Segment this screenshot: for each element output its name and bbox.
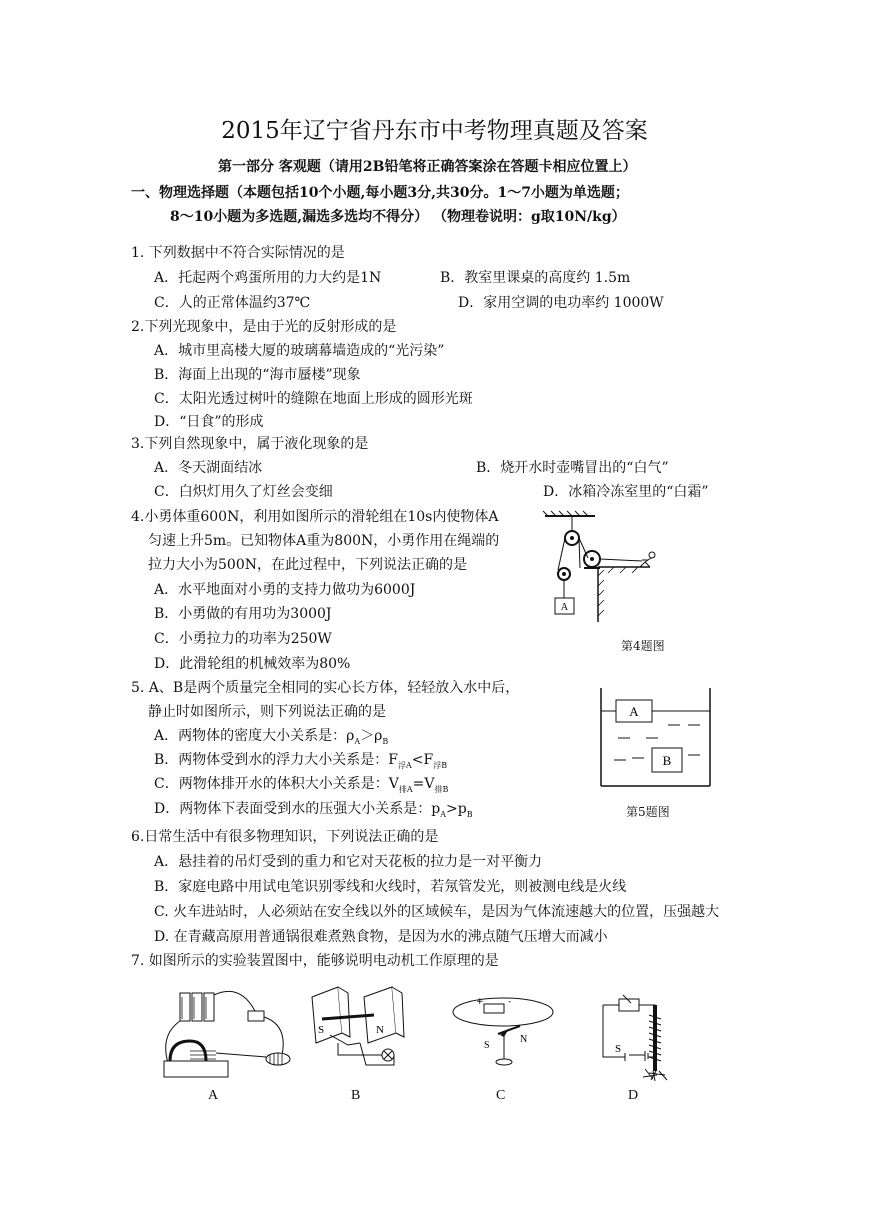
q1-option-d: D．家用空调的电功率约 1000W [458,295,664,311]
q5-option-b-text: B．两物体受到水的浮力大小关系是： [154,752,389,768]
q7-figure-b [308,983,408,1081]
q4-stem-line1: 4.小勇体重600N，利用如图所示的滑轮组在10s内使物体A [131,509,499,525]
q5-option-a [154,725,388,746]
q4-figure-block-label: A [560,602,569,613]
q7-c-n-label: N [520,1034,528,1045]
q5-option-b-expr: $F_{浮A}<F_{浮B}$ [388,752,448,770]
q6-option-a: A．悬挂着的吊灯受到的重力和它对天花板的拉力是一对平衡力 [154,854,543,870]
q7-figure-c-label: C [496,1088,506,1103]
q1-option-c: C．人的正常体温约37℃ [154,295,311,311]
q5-block-a-label: A [629,704,639,719]
section-heading-line2: 8～10小题为多选题,漏选多选均不得分） （物理卷说明：g取10N/kg） [170,209,626,225]
q4-option-c: C．小勇拉力的功率为250W [154,631,332,647]
q4-stem-line2: 匀速上升5m。已知物体A重为800N，小勇作用在绳端的 [148,533,500,549]
q6-option-c: C. 火车进站时，人必须站在安全线以外的区域候车，是因为气体流速越大的位置，压强越大 [154,904,720,920]
q4-figure-caption: 第4题图 [621,639,665,653]
q7-figure-a [160,985,295,1081]
q6-option-b: B．家庭电路中用试电笔识别零线和火线时，若氖管发光，则被测电线是火线 [154,879,627,895]
q7-stem: 7. 如图所示的实验装置图中，能够说明电动机工作原理的是 [131,953,499,969]
q5-option-a-expr: $\rho_A>\rho_B$ [346,728,389,746]
q7-figure-d-label: D [628,1088,639,1103]
q5-figure-caption: 第5题图 [626,805,670,819]
page-title: 2015年辽宁省丹东市中考物理真题及答案 [221,118,648,144]
q6-option-d: D. 在青藏高原用普通锅很难煮熟食物，是因为水的沸点随气压增大而减小 [154,929,608,945]
q5-stem-line1: 5. A、B是两个质量完全相同的实心长方体，轻轻放入水中后， [131,680,520,696]
q5-option-d-text: D．两物体下表面受到水的压强大小关系是： [154,801,432,817]
q4-stem-line3: 拉力大小为500N，在此过程中，下列说法正确的是 [148,557,467,573]
q7-figure-c [448,990,558,1080]
q5-option-b [154,749,447,771]
q4-option-a: A．水平地面对小勇的支持力做功为6000J [154,582,416,598]
q1-option-b: B．教室里课桌的高度约 1.5m [440,270,631,286]
q5-container-figure [600,688,712,788]
q3-option-d: D．冰箱冷冻室里的“白霜” [543,484,709,500]
q4-option-d: D．此滑轮组的机械效率为80% [154,656,351,672]
q4-option-b: B．小勇做的有用功为3000J [154,606,332,622]
q2-stem: 2.下列光现象中，是由于光的反射形成的是 [131,319,397,335]
q5-option-d-expr: $p_A>p_B$ [431,801,473,819]
part-heading: 第一部分 客观题（请用2B铅笔将正确答案涂在答题卡相应位置上） [218,159,637,175]
q3-option-b: B．烧开水时壶嘴冒出的“白气” [476,460,669,476]
q5-block-b-label: B [662,753,672,768]
q7-d-s-label: S [615,1043,622,1055]
q3-stem: 3.下列自然现象中，属于液化现象的是 [131,436,369,452]
q2-option-b: B．海面上出现的“海市蜃楼”现象 [154,367,361,383]
q7-c-s-label: S [484,1040,490,1051]
q7-figure-d [595,985,685,1083]
svg-text:-: - [508,997,512,1007]
q7-b-s-label: S [318,1024,325,1036]
q5-option-c-text: C．两物体排开水的体积大小关系是： [154,776,389,792]
q2-option-d: D．“日食”的形成 [154,414,264,430]
q5-option-c [154,773,448,795]
q2-option-c: C．太阳光透过树叶的缝隙在地面上形成的圆形光斑 [154,391,473,407]
q4-pulley-figure [540,510,660,625]
q3-option-c: C．白炽灯用久了灯丝会变细 [154,484,333,500]
q6-stem: 6.日常生活中有很多物理知识，下列说法正确的是 [131,829,439,845]
q2-option-a: A．城市里高楼大厦的玻璃幕墙造成的“光污染” [154,343,445,359]
q5-option-a-text: A．两物体的密度大小关系是： [154,728,347,744]
q7-b-n-label: N [376,1024,384,1036]
q5-option-c-expr: $V_{排A}=V_{排B}$ [388,776,449,794]
section-heading-line1: 一、物理选择题（本题包括10个小题,每小题3分,共30分。1～7小题为单选题； [131,185,629,201]
q5-stem-line2: 静止时如图所示，则下列说法正确的是 [148,704,386,720]
q7-figure-b-label: B [351,1088,361,1103]
q7-figure-a-label: A [208,1088,219,1103]
q3-option-a: A．冬天湖面结冰 [154,460,263,476]
svg-text:+: + [476,997,484,1007]
q5-option-d [154,798,473,819]
q1-option-a: A．托起两个鸡蛋所用的力大约是1N [154,270,382,286]
q1-stem: 1. 下列数据中不符合实际情况的是 [131,245,345,261]
